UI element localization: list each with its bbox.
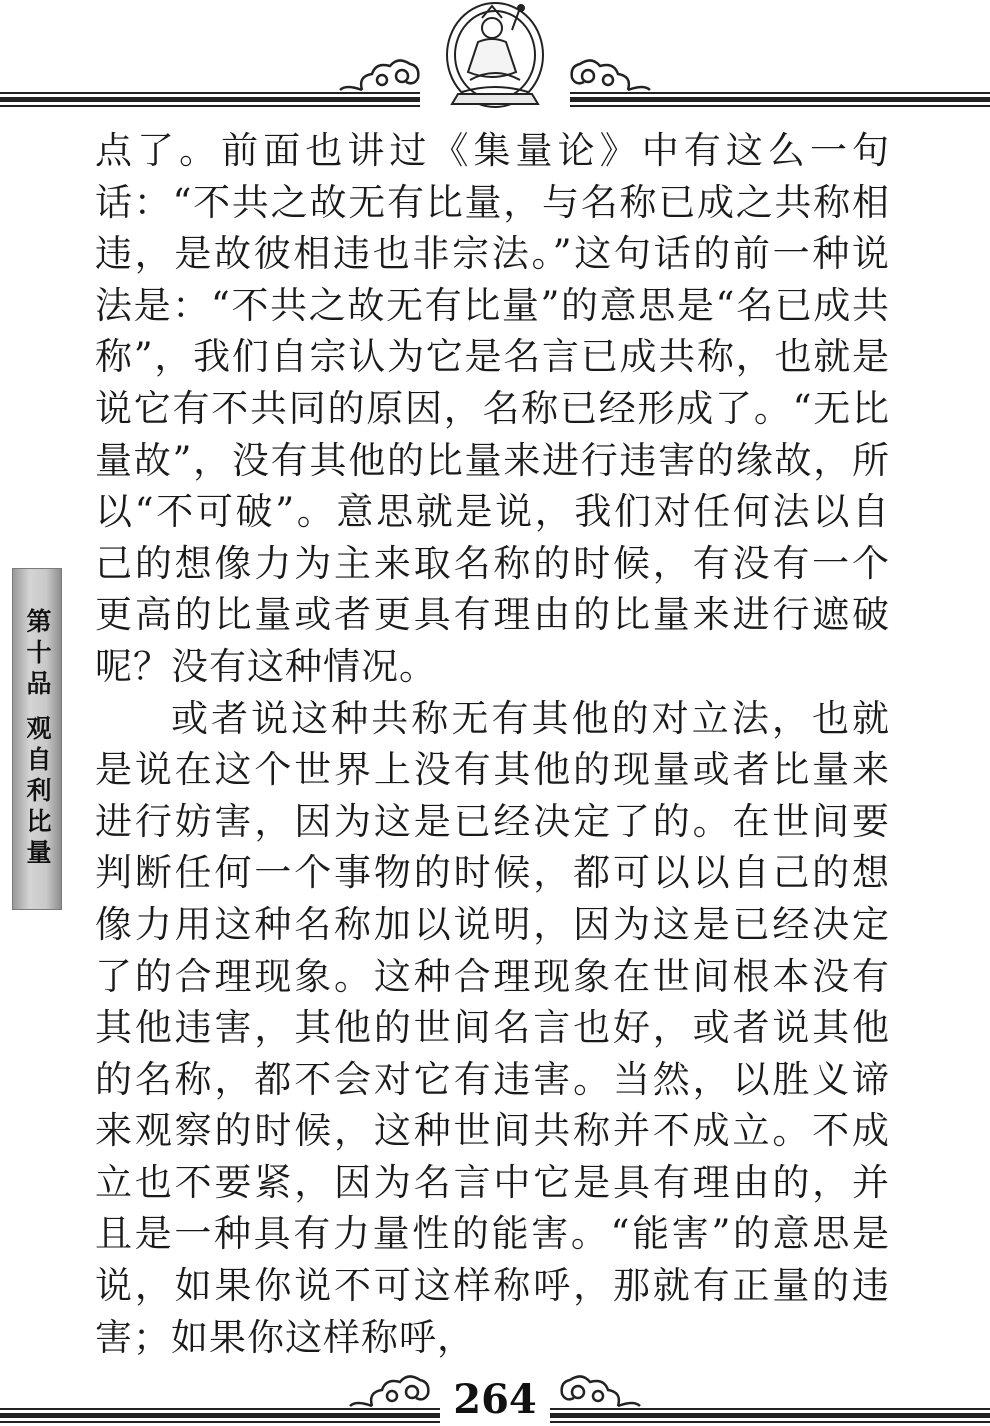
chapter-side-tab [12, 568, 62, 910]
header-rule [0, 0, 990, 120]
cloud-scroll-icon [340, 60, 418, 90]
page-number: 264 [453, 1376, 537, 1423]
chapter-title: 观自利比量 [23, 715, 52, 870]
chapter-number: 第十品 [23, 608, 52, 701]
body-text [95, 125, 890, 1363]
deity-figure-icon [447, 3, 543, 107]
cloud-scroll-icon [350, 1376, 428, 1406]
cloud-scroll-icon [572, 60, 650, 90]
page-header [0, 0, 990, 120]
paragraph: 或者说这种共称无有其他的对立法，也就是说在这个世界上没有其他的现量或者比量来进行妨害，因为这是已经决定了的。在世间要判断任何一个事物的时候，都可以以自己的想像力用这种名称加以说明，因为这是已经决定了的合理现象。这种合理现象在世间根本没有其他违害，其他的世间名言也好，或者说其他的名称，都不会对它有违害。当然，以胜义谛来观察的时候，这种世间共称并不成立。不成立也不要紧，因为名言中它是具有理由的，并且是一种具有力量性的能害。“能害”的意思是说，如果你说不可这样称呼，那就有正量的违害；如果你这样称呼， [95, 696, 890, 1359]
paragraph: 点了。前面也讲过《集量论》中有这么一句话：“不共之故无有比量，与名称已成之共称相违，是故彼相违也非宗法。”这句话的前一种说法是：“不共之故无有比量”的意思是“名已成共称”，我们自宗认为它是名言已成共称，也就是说它有不共同的原因，名称已经形成了。“无比量故”，没有其他的比量来进行违害的缘故，所以“不可破”。意思就是说，我们对任何法以自己的想像力为主来取名称的时候，有没有一个更高的比量或者更具有理由的比量来进行遮破呢？没有这种情况。 [95, 129, 890, 688]
cloud-scroll-icon [562, 1376, 640, 1406]
